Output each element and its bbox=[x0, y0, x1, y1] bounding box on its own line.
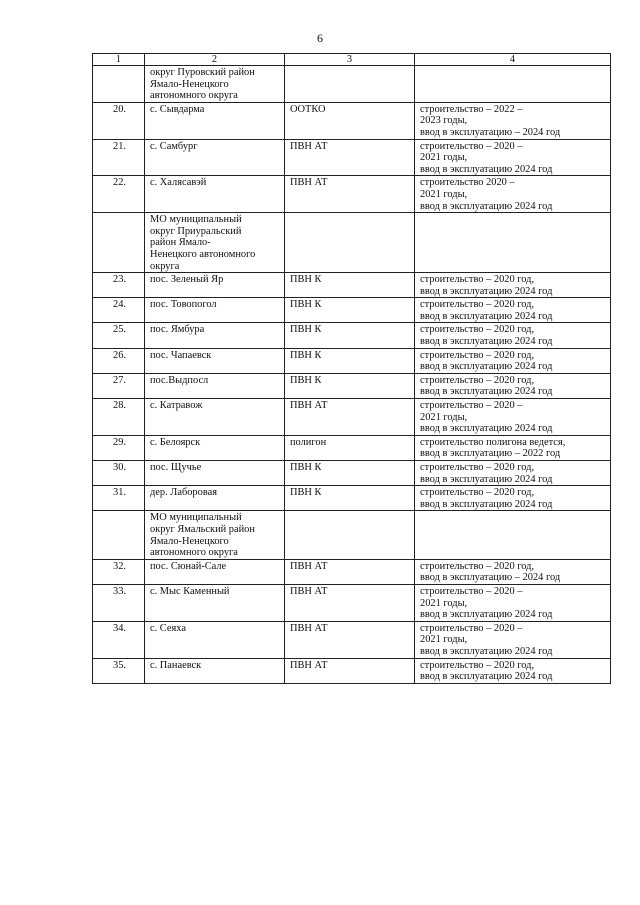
row-number: 33. bbox=[93, 584, 145, 621]
row-number: 26. bbox=[93, 348, 145, 373]
construction-timing: строительство – 2020 – 2021 годы, ввод в эксплуатацию 2024 год bbox=[415, 584, 611, 621]
row-number: 29. bbox=[93, 435, 145, 460]
facility-type: ПВН АТ bbox=[285, 139, 415, 176]
table-row bbox=[93, 658, 611, 683]
row-number: 30. bbox=[93, 461, 145, 486]
construction-timing bbox=[415, 66, 611, 103]
region-header-row bbox=[93, 66, 611, 103]
row-number bbox=[93, 213, 145, 273]
table-row bbox=[93, 559, 611, 584]
construction-timing: строительство – 2020 год, ввод в эксплуатацию 2024 год bbox=[415, 323, 611, 348]
construction-timing: строительство 2020 – 2021 годы, ввод в эксплуатацию 2024 год bbox=[415, 176, 611, 213]
row-number: 32. bbox=[93, 559, 145, 584]
settlement-name: пос. Ямбура bbox=[145, 323, 285, 348]
settlement-name: пос.Выдпосл bbox=[145, 373, 285, 398]
construction-timing: строительство – 2020 – 2021 годы, ввод в эксплуатацию 2024 год bbox=[415, 621, 611, 658]
table-row bbox=[93, 139, 611, 176]
table-row bbox=[93, 373, 611, 398]
region-header-row bbox=[93, 213, 611, 273]
facility-type: ПВН К bbox=[285, 273, 415, 298]
facility-type: ПВН АТ bbox=[285, 621, 415, 658]
construction-timing: строительство – 2020 год, ввод в эксплуатацию 2024 год bbox=[415, 298, 611, 323]
settlement-name: с. Катравож bbox=[145, 399, 285, 436]
table-row bbox=[93, 621, 611, 658]
row-number: 34. bbox=[93, 621, 145, 658]
facilities-table bbox=[92, 53, 611, 684]
facility-type bbox=[285, 66, 415, 103]
row-number: 25. bbox=[93, 323, 145, 348]
construction-timing: строительство – 2022 – 2023 годы, ввод в эксплуатацию – 2024 год bbox=[415, 102, 611, 139]
construction-timing: строительство – 2020 год, ввод в эксплуатацию 2024 год bbox=[415, 486, 611, 511]
facility-type bbox=[285, 213, 415, 273]
construction-timing: строительство – 2020 год, ввод в эксплуатацию 2024 год bbox=[415, 273, 611, 298]
settlement-name: МО муниципальный округ Ямальский район Ямало-Ненецкого автономного округа bbox=[145, 511, 285, 559]
row-number bbox=[93, 511, 145, 559]
region-header-row bbox=[93, 511, 611, 559]
table-row bbox=[93, 486, 611, 511]
table-row bbox=[93, 584, 611, 621]
facility-type: ПВН АТ bbox=[285, 399, 415, 436]
facility-type: ПВН К bbox=[285, 373, 415, 398]
column-header: 2 bbox=[145, 54, 285, 66]
table-row bbox=[93, 399, 611, 436]
column-header: 4 bbox=[415, 54, 611, 66]
settlement-name: пос. Зеленый Яр bbox=[145, 273, 285, 298]
table-row bbox=[93, 102, 611, 139]
row-number: 20. bbox=[93, 102, 145, 139]
facility-type: ПВН К bbox=[285, 323, 415, 348]
table-row bbox=[93, 348, 611, 373]
facility-type: ПВН АТ bbox=[285, 176, 415, 213]
construction-timing bbox=[415, 213, 611, 273]
settlement-name: пос. Товопогол bbox=[145, 298, 285, 323]
row-number bbox=[93, 66, 145, 103]
row-number: 23. bbox=[93, 273, 145, 298]
construction-timing: строительство – 2020 год, ввод в эксплуатацию 2024 год bbox=[415, 461, 611, 486]
settlement-name: с. Панаевск bbox=[145, 658, 285, 683]
construction-timing: строительство – 2020 год, ввод в эксплуатацию 2024 год bbox=[415, 348, 611, 373]
construction-timing: строительство – 2020 год, ввод в эксплуатацию – 2024 год bbox=[415, 559, 611, 584]
column-header: 1 bbox=[93, 54, 145, 66]
facility-type: ПВН АТ bbox=[285, 584, 415, 621]
table-row bbox=[93, 461, 611, 486]
facility-type: ООТКО bbox=[285, 102, 415, 139]
table-row bbox=[93, 435, 611, 460]
settlement-name: МО муниципальный округ Приуральский район Ямало- Ненецкого автономного округа bbox=[145, 213, 285, 273]
row-number: 24. bbox=[93, 298, 145, 323]
settlement-name: с. Халясавэй bbox=[145, 176, 285, 213]
table-row bbox=[93, 273, 611, 298]
construction-timing: строительство – 2020 год, ввод в эксплуатацию 2024 год bbox=[415, 658, 611, 683]
page-number: 6 bbox=[317, 31, 323, 45]
settlement-name: с. Сеяха bbox=[145, 621, 285, 658]
construction-timing: строительство полигона ведется, ввод в эксплуатацию – 2022 год bbox=[415, 435, 611, 460]
settlement-name: с. Самбург bbox=[145, 139, 285, 176]
row-number: 22. bbox=[93, 176, 145, 213]
column-header: 3 bbox=[285, 54, 415, 66]
facility-type: ПВН К bbox=[285, 461, 415, 486]
facility-type: ПВН АТ bbox=[285, 658, 415, 683]
table-row bbox=[93, 176, 611, 213]
row-number: 31. bbox=[93, 486, 145, 511]
settlement-name: с. Белоярск bbox=[145, 435, 285, 460]
row-number: 27. bbox=[93, 373, 145, 398]
settlement-name: пос. Чапаевск bbox=[145, 348, 285, 373]
settlement-name: округ Пуровский район Ямало-Ненецкого автономного округа bbox=[145, 66, 285, 103]
settlement-name: с. Мыс Каменный bbox=[145, 584, 285, 621]
settlement-name: с. Сывдарма bbox=[145, 102, 285, 139]
construction-timing: строительство – 2020 – 2021 годы, ввод в эксплуатацию 2024 год bbox=[415, 399, 611, 436]
row-number: 21. bbox=[93, 139, 145, 176]
row-number: 35. bbox=[93, 658, 145, 683]
table-body bbox=[93, 66, 611, 684]
table-header-row bbox=[93, 54, 611, 66]
facility-type: ПВН К bbox=[285, 298, 415, 323]
settlement-name: пос. Сюнай-Сале bbox=[145, 559, 285, 584]
construction-timing: строительство – 2020 год, ввод в эксплуатацию 2024 год bbox=[415, 373, 611, 398]
settlement-name: дер. Лаборовая bbox=[145, 486, 285, 511]
facility-type: ПВН АТ bbox=[285, 559, 415, 584]
facility-type bbox=[285, 511, 415, 559]
row-number: 28. bbox=[93, 399, 145, 436]
settlement-name: пос. Щучье bbox=[145, 461, 285, 486]
facility-type: полигон bbox=[285, 435, 415, 460]
facility-type: ПВН К bbox=[285, 486, 415, 511]
construction-timing: строительство – 2020 – 2021 годы, ввод в эксплуатацию 2024 год bbox=[415, 139, 611, 176]
table-row bbox=[93, 298, 611, 323]
facility-type: ПВН К bbox=[285, 348, 415, 373]
table-row bbox=[93, 323, 611, 348]
construction-timing bbox=[415, 511, 611, 559]
